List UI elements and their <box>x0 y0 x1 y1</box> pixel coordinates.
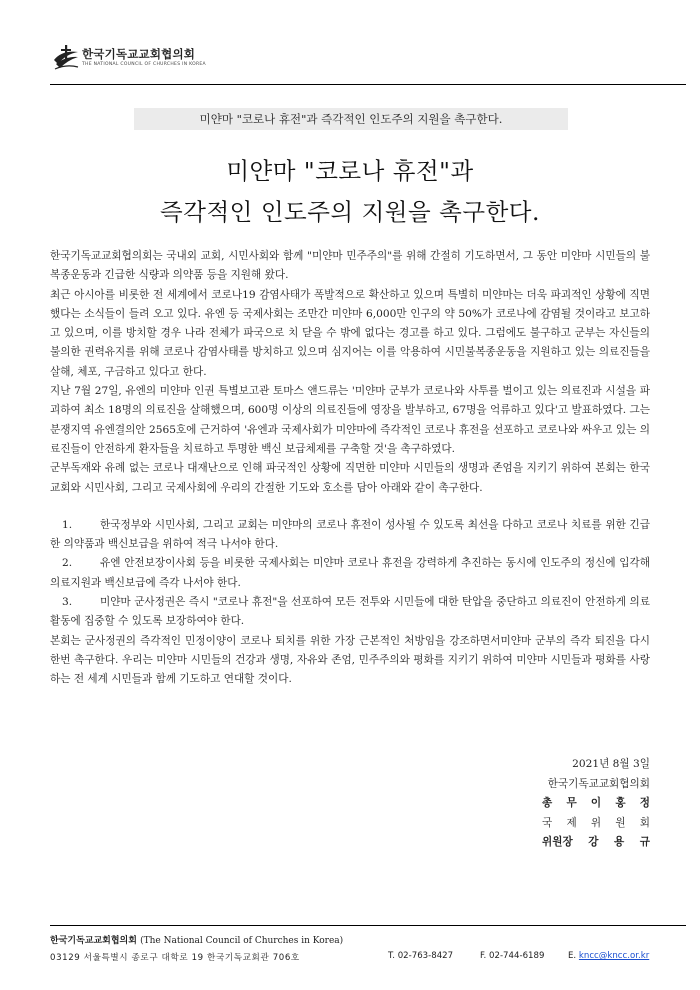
footer <box>50 933 650 963</box>
org-name: 한국기독교교회협의회 <box>82 47 196 61</box>
statement-date: 2021년 8월 3일 <box>572 758 650 770</box>
list-number: 1. <box>62 518 73 531</box>
footer-email: E. kncc@kncc.or.kr <box>568 951 650 961</box>
signature-block <box>450 755 650 853</box>
footer-contact <box>50 951 650 963</box>
list-text: 유엔 안전보장이사회 등을 비롯한 국제사회는 미얀마 코로나 휴전을 강력하게 추진하는 동시에 인도주의 정신에 입각해 의료지원과 백신보급에 즉각 나서야 한다. <box>50 557 650 589</box>
signing-org: 한국기독교교회협의회 <box>547 777 650 790</box>
footer-address: 03129 서울특별시 종로구 대학로 19 한국기독교회관 706호 <box>50 953 300 963</box>
title-line-2: 즉각적인 인도주의 지원을 촉구한다. <box>160 198 540 226</box>
list-item <box>50 516 650 555</box>
list-text: 미얀마 군사정권은 즉시 "코로나 휴전"을 선포하여 모든 전투와 시민들에 대한 탄압을 중단하고 의료진이 안전하게 의료활동에 집중할 수 있도록 보장하여야 한다. <box>50 596 650 628</box>
title-line-1: 미얀마 "코로나 휴전"과 <box>226 157 474 185</box>
footer-fax: F. 02-744-6189 <box>480 951 545 961</box>
cross-globe-icon <box>52 42 80 72</box>
paragraph: 군부독재와 유례 없는 코로나 대재난으로 인해 파국적인 상황에 직면한 미얀마 시민들의 생명과 존엄을 지키기 위하여 본회는 한국교회와 시민사회, 그리고 국제사회에 우리의 간절한 기도와 호소를 담아 아래와 같이 촉구한다. <box>50 462 650 494</box>
spacer <box>50 498 650 516</box>
list-number: 2. <box>62 557 73 570</box>
demand-list <box>50 516 650 632</box>
header-rule <box>50 84 686 85</box>
org-name-english: THE NATIONAL COUNCIL OF CHURCHES IN KOREA <box>82 62 206 67</box>
paragraph: 지난 7월 27일, 유엔의 미얀마 인권 특별보고관 토마스 앤드류는 '미얀마 군부가 코로나와 사투를 벌이고 있는 의료진과 시설을 파괴하여 최소 18명의 의료진을 살해했으며, 600명 이상의 의료진들에 영장을 발부하고, 67명을 억류하고 있다'고 발표하였다. 그는 분쟁지역 유엔결의안 2565호에 근거하여 '유엔과 국제사회가 미얀마에 즉각적인 코로나 휴전을 선포하고 코로나와 싸우고 있는 의료진들이 안전하게 환자들을 치료하고 투명한 백신 보급체제를 구축할 것'을 촉구하였다. <box>50 385 650 455</box>
paragraph: 한국기독교교회협의회는 국내외 교회, 시민사회와 함께 "미얀마 민주주의"를 위해 간절히 기도하면서, 그 동안 미얀마 시민들의 불복종운동과 긴급한 식량과 의약품 등을 지원해 왔다. <box>50 250 650 282</box>
email-link[interactable]: kncc@kncc.or.kr <box>578 951 650 961</box>
list-item <box>50 554 650 593</box>
footer-org: 한국기독교교회협의회 (The National Council of Churches in Korea) <box>50 936 344 946</box>
statement-body <box>50 247 650 690</box>
list-number: 3. <box>62 596 73 609</box>
general-secretary: 총 무 이 홍 정 <box>542 797 650 809</box>
kncc-logo <box>52 42 262 78</box>
committee-chair: 위원장 강 용 규 <box>542 836 650 848</box>
footer-rule <box>50 925 686 926</box>
international-committee: 국 제 위 원 회 <box>542 816 650 829</box>
closing-paragraph: 본회는 군사정권의 즉각적인 민정이양이 코로나 퇴치를 위한 가장 근본적인 처방임을 강조하면서미얀마 군부의 즉각 퇴진을 다시 한번 촉구한다. 우리는 미얀마 시민들의 건강과 생명, 자유와 존엄, 민주주의와 평화를 지키기 위하여 미얀마 시민들과 평화를 사랑하는 전 세계 시민들과 함께 기도하고 연대할 것이다. <box>50 634 650 686</box>
subject-box: 미얀마 "코로나 휴전"과 즉각적인 인도주의 지원을 촉구한다. <box>134 108 568 130</box>
list-item <box>50 593 650 632</box>
paragraph: 최근 아시아를 비롯한 전 세계에서 코로나19 감염사태가 폭발적으로 확산하고 있으며 특별히 미얀마는 더욱 파괴적인 상황에 직면했다는 소식들이 들려 오고 있다. 유엔 등 국제사회는 조만간 미얀마 6,000만 인구의 약 50%가 코로나에 감염될 것이라고 보고하고 있으며, 이를 방치할 경우 나라 전체가 파국으로 치 닫을 수 밖에 없다는 경고를 하고 있다. 그럼에도 불구하고 군부는 자신들의 불의한 권력유지를 위해 코로나 감염사태를 방치하고 있으며 심지어는 이를 악용하여 시민불복종운동을 지원하고 있는 의료진들을 살해, 체포, 구금하고 있다고 한다. <box>50 288 650 378</box>
footer-phone: T. 02-763-8427 <box>388 951 454 961</box>
list-text: 한국정부와 시민사회, 그리고 교회는 미얀마의 코로나 휴전이 성사될 수 있도록 최선을 다하고 코로나 치료를 위한 긴급한 의약품과 백신보급을 위하여 적극 나서야 한다. <box>50 518 650 551</box>
